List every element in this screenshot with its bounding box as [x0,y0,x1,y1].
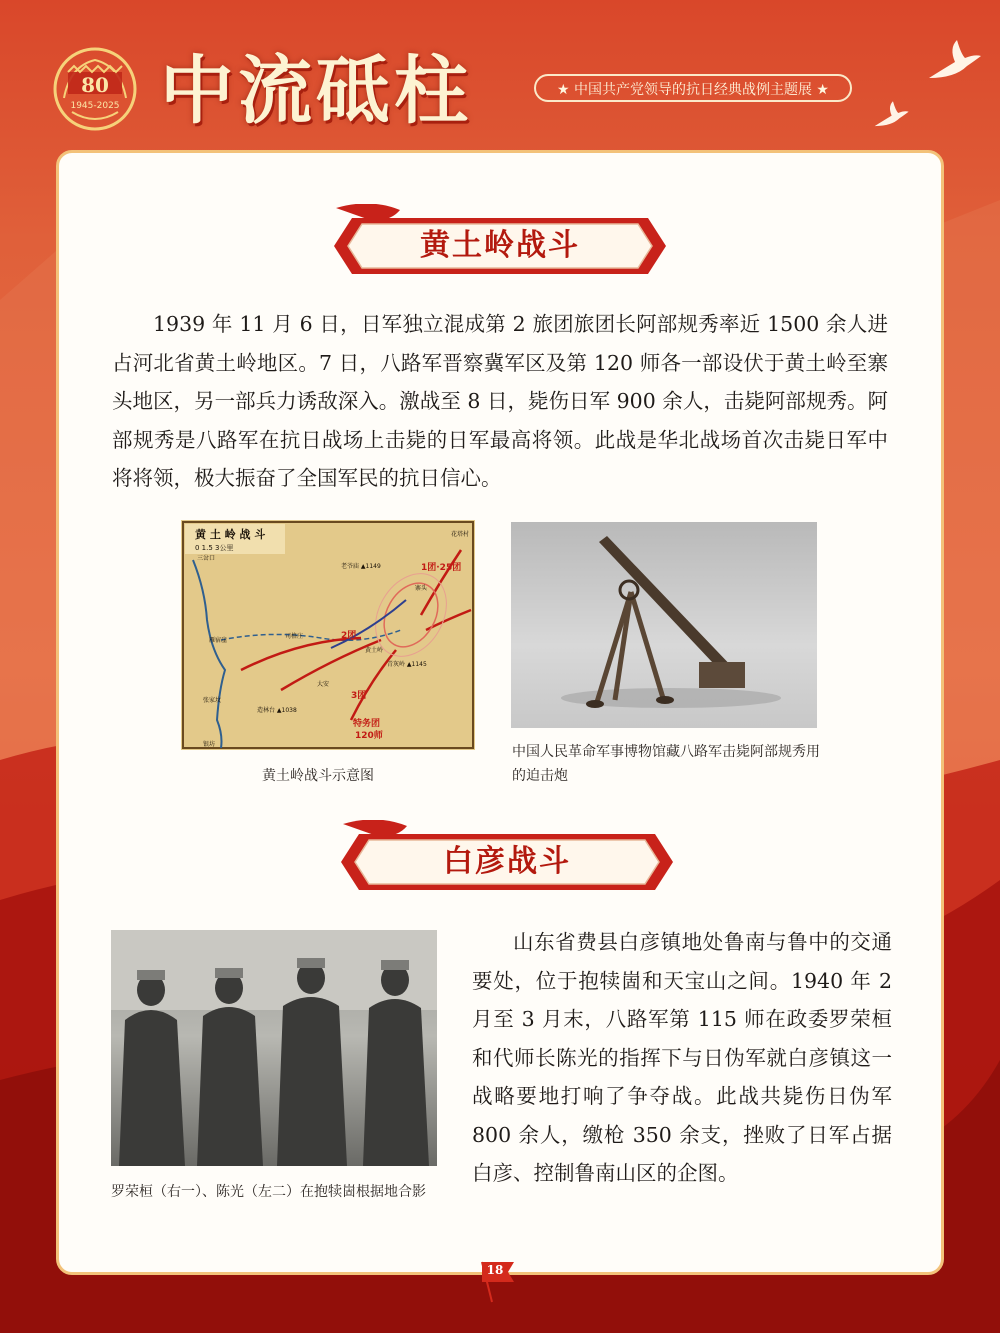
mortar-photo [511,522,817,728]
map-unit-special: 特务团 [353,719,381,729]
map-label-yansuya: 雁宿崖 [209,637,228,644]
section-banner-1 [330,204,670,276]
section-banner-2 [337,820,677,892]
battle-map-drawing [181,520,475,750]
map-label-huangtuling: 黄土岭 [365,647,384,654]
map-label-sanchakou: 三岔口 [197,555,216,562]
mortar-drawing [511,522,817,728]
map-label-qinghuiling: 青灰岭 ▲1145 [387,661,427,668]
caption-mortar: 中国人民革命军事博物馆藏八路军击毙阿部规秀用的迫击炮 [512,744,820,784]
map-label-zhaitou: 寨头 [415,585,428,592]
map-label-sigezhuang: 司格庄 [285,633,304,640]
map-label-yinfang: 银坊 [203,741,216,748]
map-scale: 0 1.5 3公里 [195,544,234,552]
exhibition-subtitle: ★ 中国共产党领导的抗日经典战例主题展 ★ [534,74,852,102]
map-label-zaolintai: 造林台 ▲1038 [257,707,297,714]
logo-years: 1945-2025 [70,101,120,111]
map-unit-1-25: 1团·25团 [421,563,462,573]
map-title: 黄 土 岭 战 斗 [195,528,266,541]
map-label-daan: 大安 [317,681,330,688]
logo-number: 80 [81,73,109,97]
group-photo [111,930,437,1166]
map-label-laoyemiao: 老爷庙 ▲1149 [341,563,381,570]
section-body-1: 1939 年 11 月 6 日，日军独立混成第 2 旅团旅团长阿部规秀率近 1500 余人进占河北省黄土岭地区。7 日，八路军晋察冀军区及第 120 师各一部设伏于黄土岭至寨头地区，另一部兵力诱敌深入。激战至 8 日，毙伤日军 900 余人，击毙阿部规秀。阿部规秀是八路军在抗日战场上击毙的日军最高将领。此战是华北战场首次击毙日军中将将领，极大振奋了全国军民的抗日信心。 [112,312,888,490]
dove-icon [925,38,983,84]
section-body-2: 山东省费县白彦镇地处鲁南与鲁中的交通要处，位于抱犊崮和天宝山之间。1940 年 2 月至 3 月末，八路军第 115 师在政委罗荣桓和代师长陈光的指挥下与日伪军就白彦镇这一战略要地打响了争夺战。此战共毙伤日伪军 800 余人，缴枪 350 余支，挫败了日军占据白彦、控制鲁南山区的企图。 [472,930,892,1185]
battle-map [181,520,475,750]
caption-group-photo: 罗荣桓（右一）、陈光（左二）在抱犊崮根据地合影 [111,1184,426,1200]
page-number: 18 [486,1263,504,1277]
caption-map: 黄土岭战斗示意图 [262,768,374,784]
map-label-huatacun: 花塔村 [451,531,470,538]
map-unit-3: 3团 [351,691,367,701]
anniversary-logo [52,46,138,132]
page-title: 中流砥柱 [160,48,472,134]
group-photo-drawing [111,930,437,1166]
section-heading-2: 白彦战斗 [443,844,571,879]
map-label-zhangjiafen: 张家坟 [203,697,222,704]
dove-icon-small [872,100,910,130]
section-heading-1: 黄土岭战斗 [420,228,580,263]
map-unit-120: 120师 [355,731,383,741]
map-unit-2: 2团 [341,631,357,641]
